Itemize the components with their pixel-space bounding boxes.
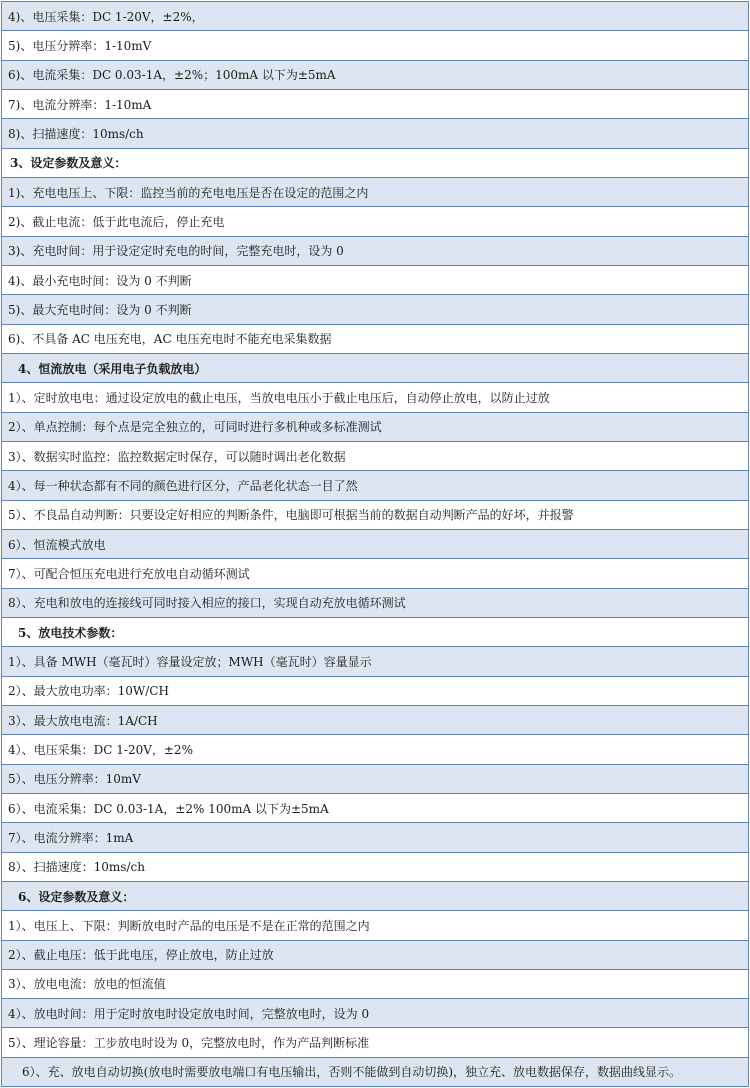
spec-row-text: 6）、电流采集：DC 0.03-1A，±2% 100mA 以下为±5mA bbox=[8, 801, 329, 816]
spec-row-text: 2）、最大放电功率：10W/CH bbox=[8, 684, 169, 699]
spec-row-text: 2）、截止电压：低于此电压，停止放电，防止过放 bbox=[8, 948, 274, 963]
spec-row bbox=[2, 970, 749, 999]
spec-row-text: 5）、电压分辨率：10mV bbox=[8, 772, 141, 787]
spec-row-text: 1）、电压上、下限：判断放电时产品的电压是不是在正常的范围之内 bbox=[8, 918, 370, 933]
spec-row-text: 2)、截止电流：低于此电流后，停止充电 bbox=[8, 214, 225, 229]
spec-row bbox=[2, 823, 749, 852]
spec-row bbox=[2, 413, 749, 442]
section-heading-text: 6、设定参数及意义： bbox=[18, 889, 135, 904]
spec-row-text: 4)、最小充电时间：设为 0 不判断 bbox=[8, 273, 192, 288]
spec-row-text: 3）、最大放电电流：1A/CH bbox=[8, 713, 158, 728]
spec-row-text: 4）、电压采集：DC 1-20V，±2% bbox=[8, 742, 193, 757]
spec-row bbox=[2, 90, 749, 119]
spec-row bbox=[2, 794, 749, 823]
spec-row bbox=[2, 237, 749, 266]
spec-row bbox=[2, 530, 749, 559]
spec-row bbox=[2, 207, 749, 236]
spec-row bbox=[2, 31, 749, 60]
spec-row-text: 4）、放电时间：用于定时放电时设定放电时间，完整放电时，设为 0 bbox=[8, 1006, 370, 1021]
section-heading bbox=[2, 882, 749, 911]
spec-row bbox=[2, 735, 749, 764]
spec-row-text: 3）、数据实时监控：监控数据定时保存，可以随时调出老化数据 bbox=[8, 449, 346, 464]
spec-row bbox=[2, 677, 749, 706]
section-heading bbox=[2, 618, 749, 647]
spec-row bbox=[2, 383, 749, 412]
spec-table bbox=[1, 1, 749, 1087]
spec-row-text: 1）、定时放电电：通过设定放电的截止电压，当放电电压小于截止电压后，自动停止放电，以防止过放 bbox=[8, 390, 550, 405]
spec-row bbox=[2, 999, 749, 1028]
spec-row-text: 6)、电流采集：DC 0.03-1A，±2%；100mA 以下为±5mA bbox=[8, 68, 336, 83]
spec-row bbox=[2, 266, 749, 295]
spec-row-text: 5)、最大充电时间：设为 0 不判断 bbox=[8, 302, 192, 317]
spec-row bbox=[2, 853, 749, 882]
section-heading bbox=[2, 354, 749, 383]
spec-row-text: 7）、电流分辨率：1mA bbox=[8, 830, 134, 845]
spec-row-text: 3）、放电电流：放电的恒流值 bbox=[8, 977, 166, 992]
section-heading-text: 4、恒流放电（采用电子负载放电） bbox=[18, 361, 207, 376]
spec-row bbox=[2, 1028, 749, 1057]
spec-row bbox=[2, 589, 749, 618]
spec-row bbox=[2, 2, 749, 31]
spec-row bbox=[2, 941, 749, 970]
section-heading-text: 3、设定参数及意义： bbox=[10, 156, 127, 171]
spec-row-text: 8）、扫描速度：10ms/ch bbox=[8, 860, 145, 875]
spec-row bbox=[2, 559, 749, 588]
section-heading-text: 5、放电技术参数： bbox=[18, 625, 123, 640]
spec-row-text: 1)、充电电压上、下限：监控当前的充电电压是否在设定的范围之内 bbox=[8, 185, 369, 200]
spec-row bbox=[2, 442, 749, 471]
spec-row bbox=[2, 706, 749, 735]
spec-row bbox=[2, 471, 749, 500]
spec-row-text: 1）、具备 MWH（毫瓦时）容量设定放；MWH（毫瓦时）容量显示 bbox=[8, 654, 372, 669]
section-heading bbox=[2, 149, 749, 178]
spec-row-text: 5）、理论容量：工步放电时设为 0，完整放电时，作为产品判断标准 bbox=[8, 1036, 370, 1051]
spec-row-text: 3)、充电时间：用于设定定时充电的时间，完整充电时，设为 0 bbox=[8, 244, 344, 259]
spec-row-text: 6）、充、放电自动切换(放电时需要放电端口有电压输出，否则不能做到自动切换)，独立充、放电数据保存，数据曲线显示。 bbox=[22, 1065, 682, 1080]
spec-row-text: 7)、电流分辨率：1-10mA bbox=[8, 97, 152, 112]
spec-row bbox=[2, 765, 749, 794]
spec-row bbox=[2, 325, 749, 354]
spec-row bbox=[2, 119, 749, 148]
spec-row bbox=[2, 501, 749, 530]
spec-row-text: 6）、恒流模式放电 bbox=[8, 537, 106, 552]
spec-row bbox=[2, 61, 749, 90]
spec-row bbox=[2, 178, 749, 207]
spec-row-text: 4)、电压采集：DC 1-20V，±2%， bbox=[8, 9, 204, 24]
spec-row bbox=[2, 295, 749, 324]
spec-row-text: 4）、每一种状态都有不同的颜色进行区分，产品老化状态一目了然 bbox=[8, 478, 358, 493]
spec-row-text: 6)、不具备 AC 电压充电，AC 电压充电时不能充电采集数据 bbox=[8, 332, 332, 347]
spec-row bbox=[2, 1058, 749, 1087]
spec-row-text: 8）、充电和放电的连接线可同时接入相应的接口，实现自动充放电循环测试 bbox=[8, 596, 406, 611]
spec-row-text: 8)、扫描速度：10ms/ch bbox=[8, 126, 144, 141]
spec-row-text: 2）、单点控制：每个点是完全独立的，可同时进行多机种或多标准测试 bbox=[8, 420, 382, 435]
spec-row-text: 5)、电压分辨率：1-10mV bbox=[8, 38, 152, 53]
spec-row bbox=[2, 911, 749, 940]
spec-row-text: 7）、可配合恒压充电进行充放电自动循环测试 bbox=[8, 566, 250, 581]
spec-row-text: 5）、不良品自动判断：只要设定好相应的判断条件，电脑即可根据当前的数据自动判断产品的好坏，并报警 bbox=[8, 508, 574, 523]
spec-row bbox=[2, 647, 749, 676]
